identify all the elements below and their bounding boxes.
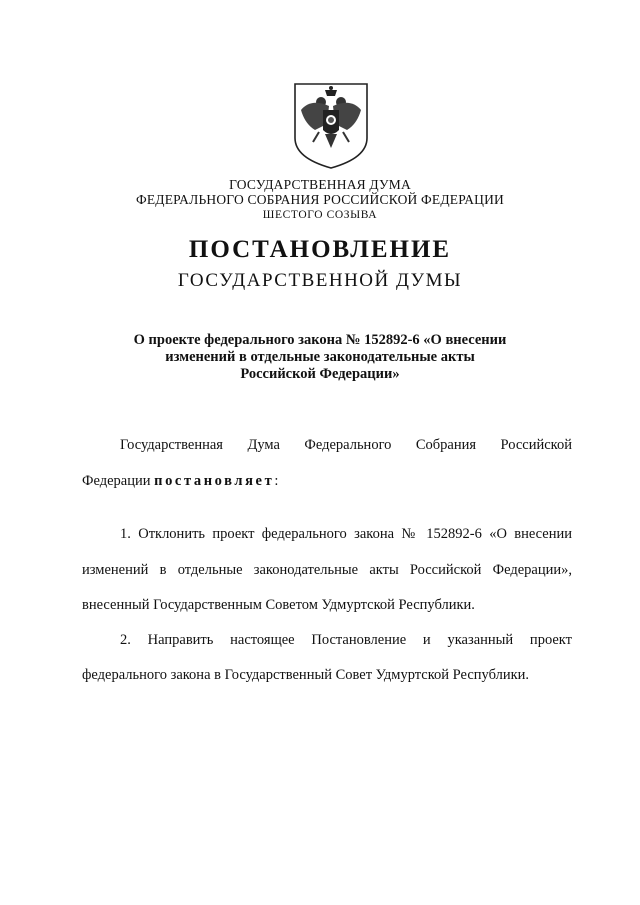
subject-line-2: изменений в отдельные законодательные акты <box>165 349 475 365</box>
item-1-line-1: 1. Отклонить проект федерального закона № 152892-6 «О внесении <box>120 526 572 542</box>
header-line-assembly: ФЕДЕРАЛЬНОГО СОБРАНИЯ РОССИЙСКОЙ ФЕДЕРАЦИИ <box>136 192 504 207</box>
item-1-line-2: изменений в отдельные законодательные акты Российской Федерации», <box>82 562 572 578</box>
document-subtitle: ГОСУДАРСТВЕННОЙ ДУМЫ <box>177 270 463 291</box>
preamble-line-2 <box>82 473 572 490</box>
coat-of-arms-icon <box>291 80 371 170</box>
subject-line-3: Российской Федерации» <box>240 366 400 382</box>
document-title: ПОСТАНОВЛЕНИЕ <box>188 236 452 263</box>
header-line-convocation: ШЕСТОГО СОЗЫВА <box>262 209 378 221</box>
decision-word: постановляет <box>154 473 275 489</box>
document-subject <box>0 332 640 383</box>
subject-line-1: О проекте федерального закона № 152892-6 «О внесении <box>133 332 507 348</box>
item-2-line-2: федерального закона в Государственный Совет Удмуртской Республики. <box>82 667 530 683</box>
item-1-line-3: внесенный Государственным Советом Удмуртской Республики. <box>82 597 475 613</box>
header-line-duma: ГОСУДАРСТВЕННАЯ ДУМА <box>229 177 411 192</box>
preamble-colon: : <box>274 473 279 489</box>
item-2-line-1: 2. Направить настоящее Постановление и указанный проект <box>120 632 572 648</box>
preamble-line-1: Государственная Дума Федерального Собрания Российской <box>120 437 572 453</box>
preamble-text: Федерации <box>82 473 155 489</box>
